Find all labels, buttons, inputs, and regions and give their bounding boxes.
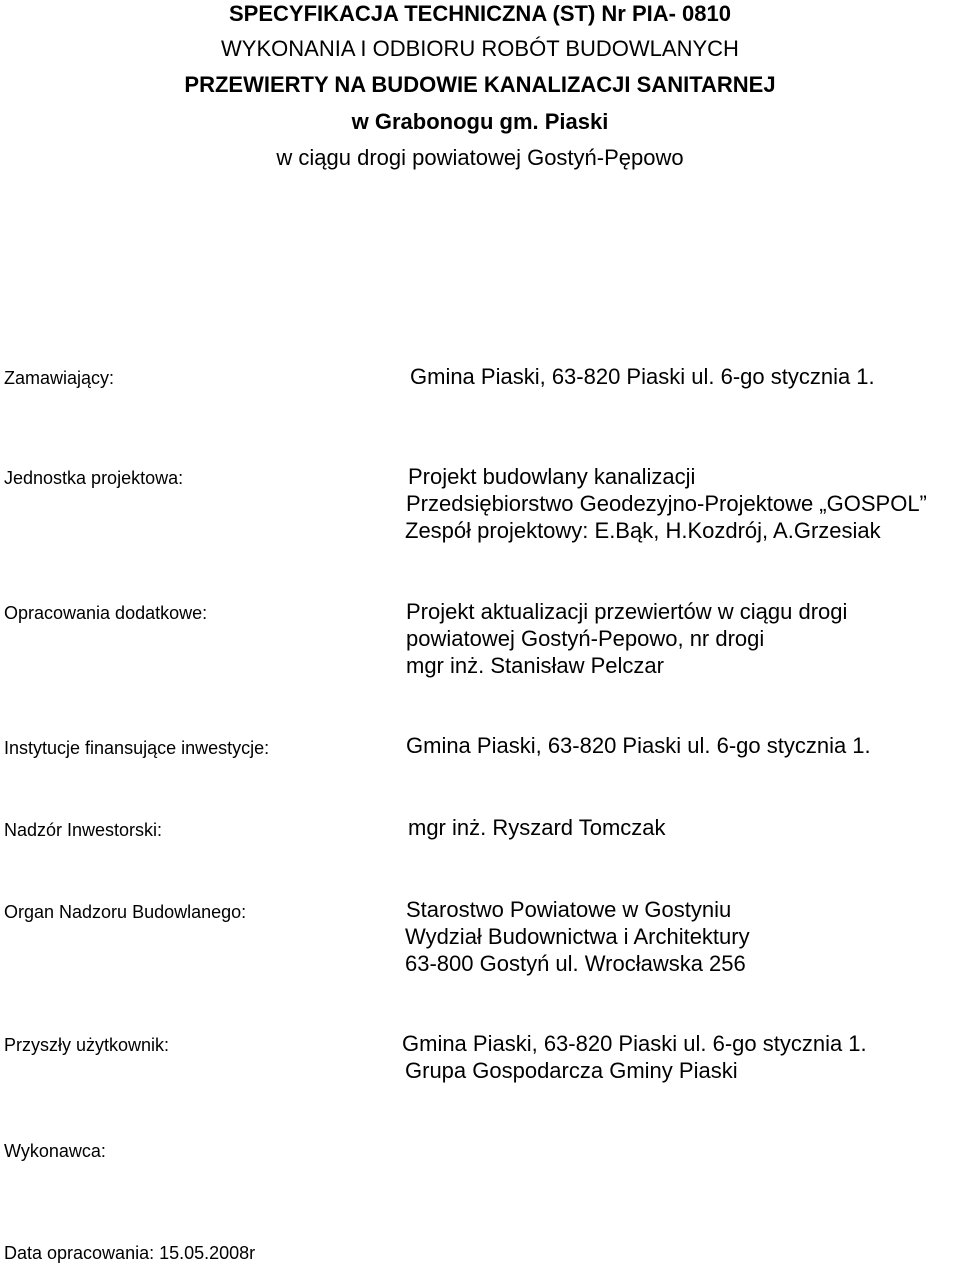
zamawiajacy-value: Gmina Piaski, 63-820 Piaski ul. 6-go stycznia 1. [410, 364, 875, 389]
uzytkownik-label: Przyszły użytkownik: [4, 1035, 170, 1055]
instytucje-value: Gmina Piaski, 63-820 Piaski ul. 6-go stycznia 1. [406, 733, 871, 758]
spec-title: SPECYFIKACJA TECHNICZNA (ST) Nr PIA- 0810 [229, 1, 731, 26]
jednostka-line-3: Zespół projektowy: E.Bąk, H.Kozdrój, A.Grzesiak [405, 518, 881, 543]
spec-location: w Grabonogu gm. Piaski [351, 109, 609, 134]
wykonawca-label: Wykonawca: [4, 1141, 106, 1161]
spec-subtitle: WYKONANIA I ODBIORU ROBÓT BUDOWLANYCH [221, 36, 739, 61]
organ-line-3: 63-800 Gostyń ul. Wrocławska 256 [405, 951, 746, 976]
uzytkownik-line-1: Gmina Piaski, 63-820 Piaski ul. 6-go stycznia 1. [402, 1031, 867, 1056]
jednostka-line-2: Przedsiębiorstwo Geodezyjno-Projektowe „GOSPOL” [406, 491, 927, 516]
uzytkownik-line-2: Grupa Gospodarcza Gminy Piaski [405, 1058, 738, 1083]
opracowania-line-2: powiatowej Gostyń-Pepowo, nr drogi [406, 626, 765, 651]
organ-line-2: Wydział Budownictwa i Architektury [405, 924, 750, 949]
jednostka-line-1: Projekt budowlany kanalizacji [408, 464, 696, 489]
nadzor-label: Nadzór Inwestorski: [4, 820, 163, 840]
organ-label: Organ Nadzoru Budowlanego: [4, 902, 247, 922]
spec-work-title: PRZEWIERTY NA BUDOWIE KANALIZACJI SANITARNEJ [184, 72, 776, 97]
instytucje-label: Instytucje finansujące inwestycje: [4, 738, 270, 758]
jednostka-label: Jednostka projektowa: [4, 468, 184, 488]
nadzor-value: mgr inż. Ryszard Tomczak [408, 815, 666, 840]
spec-road: w ciągu drogi powiatowej Gostyń-Pępowo [276, 145, 684, 170]
opracowania-line-3: mgr inż. Stanisław Pelczar [406, 653, 664, 678]
organ-line-1: Starostwo Powiatowe w Gostyniu [406, 897, 732, 922]
zamawiajacy-label: Zamawiający: [4, 368, 115, 388]
opracowania-label: Opracowania dodatkowe: [4, 603, 208, 623]
opracowania-line-1: Projekt aktualizacji przewiertów w ciągu drogi [406, 599, 848, 624]
data-opracowania: Data opracowania: 15.05.2008r [4, 1243, 256, 1263]
